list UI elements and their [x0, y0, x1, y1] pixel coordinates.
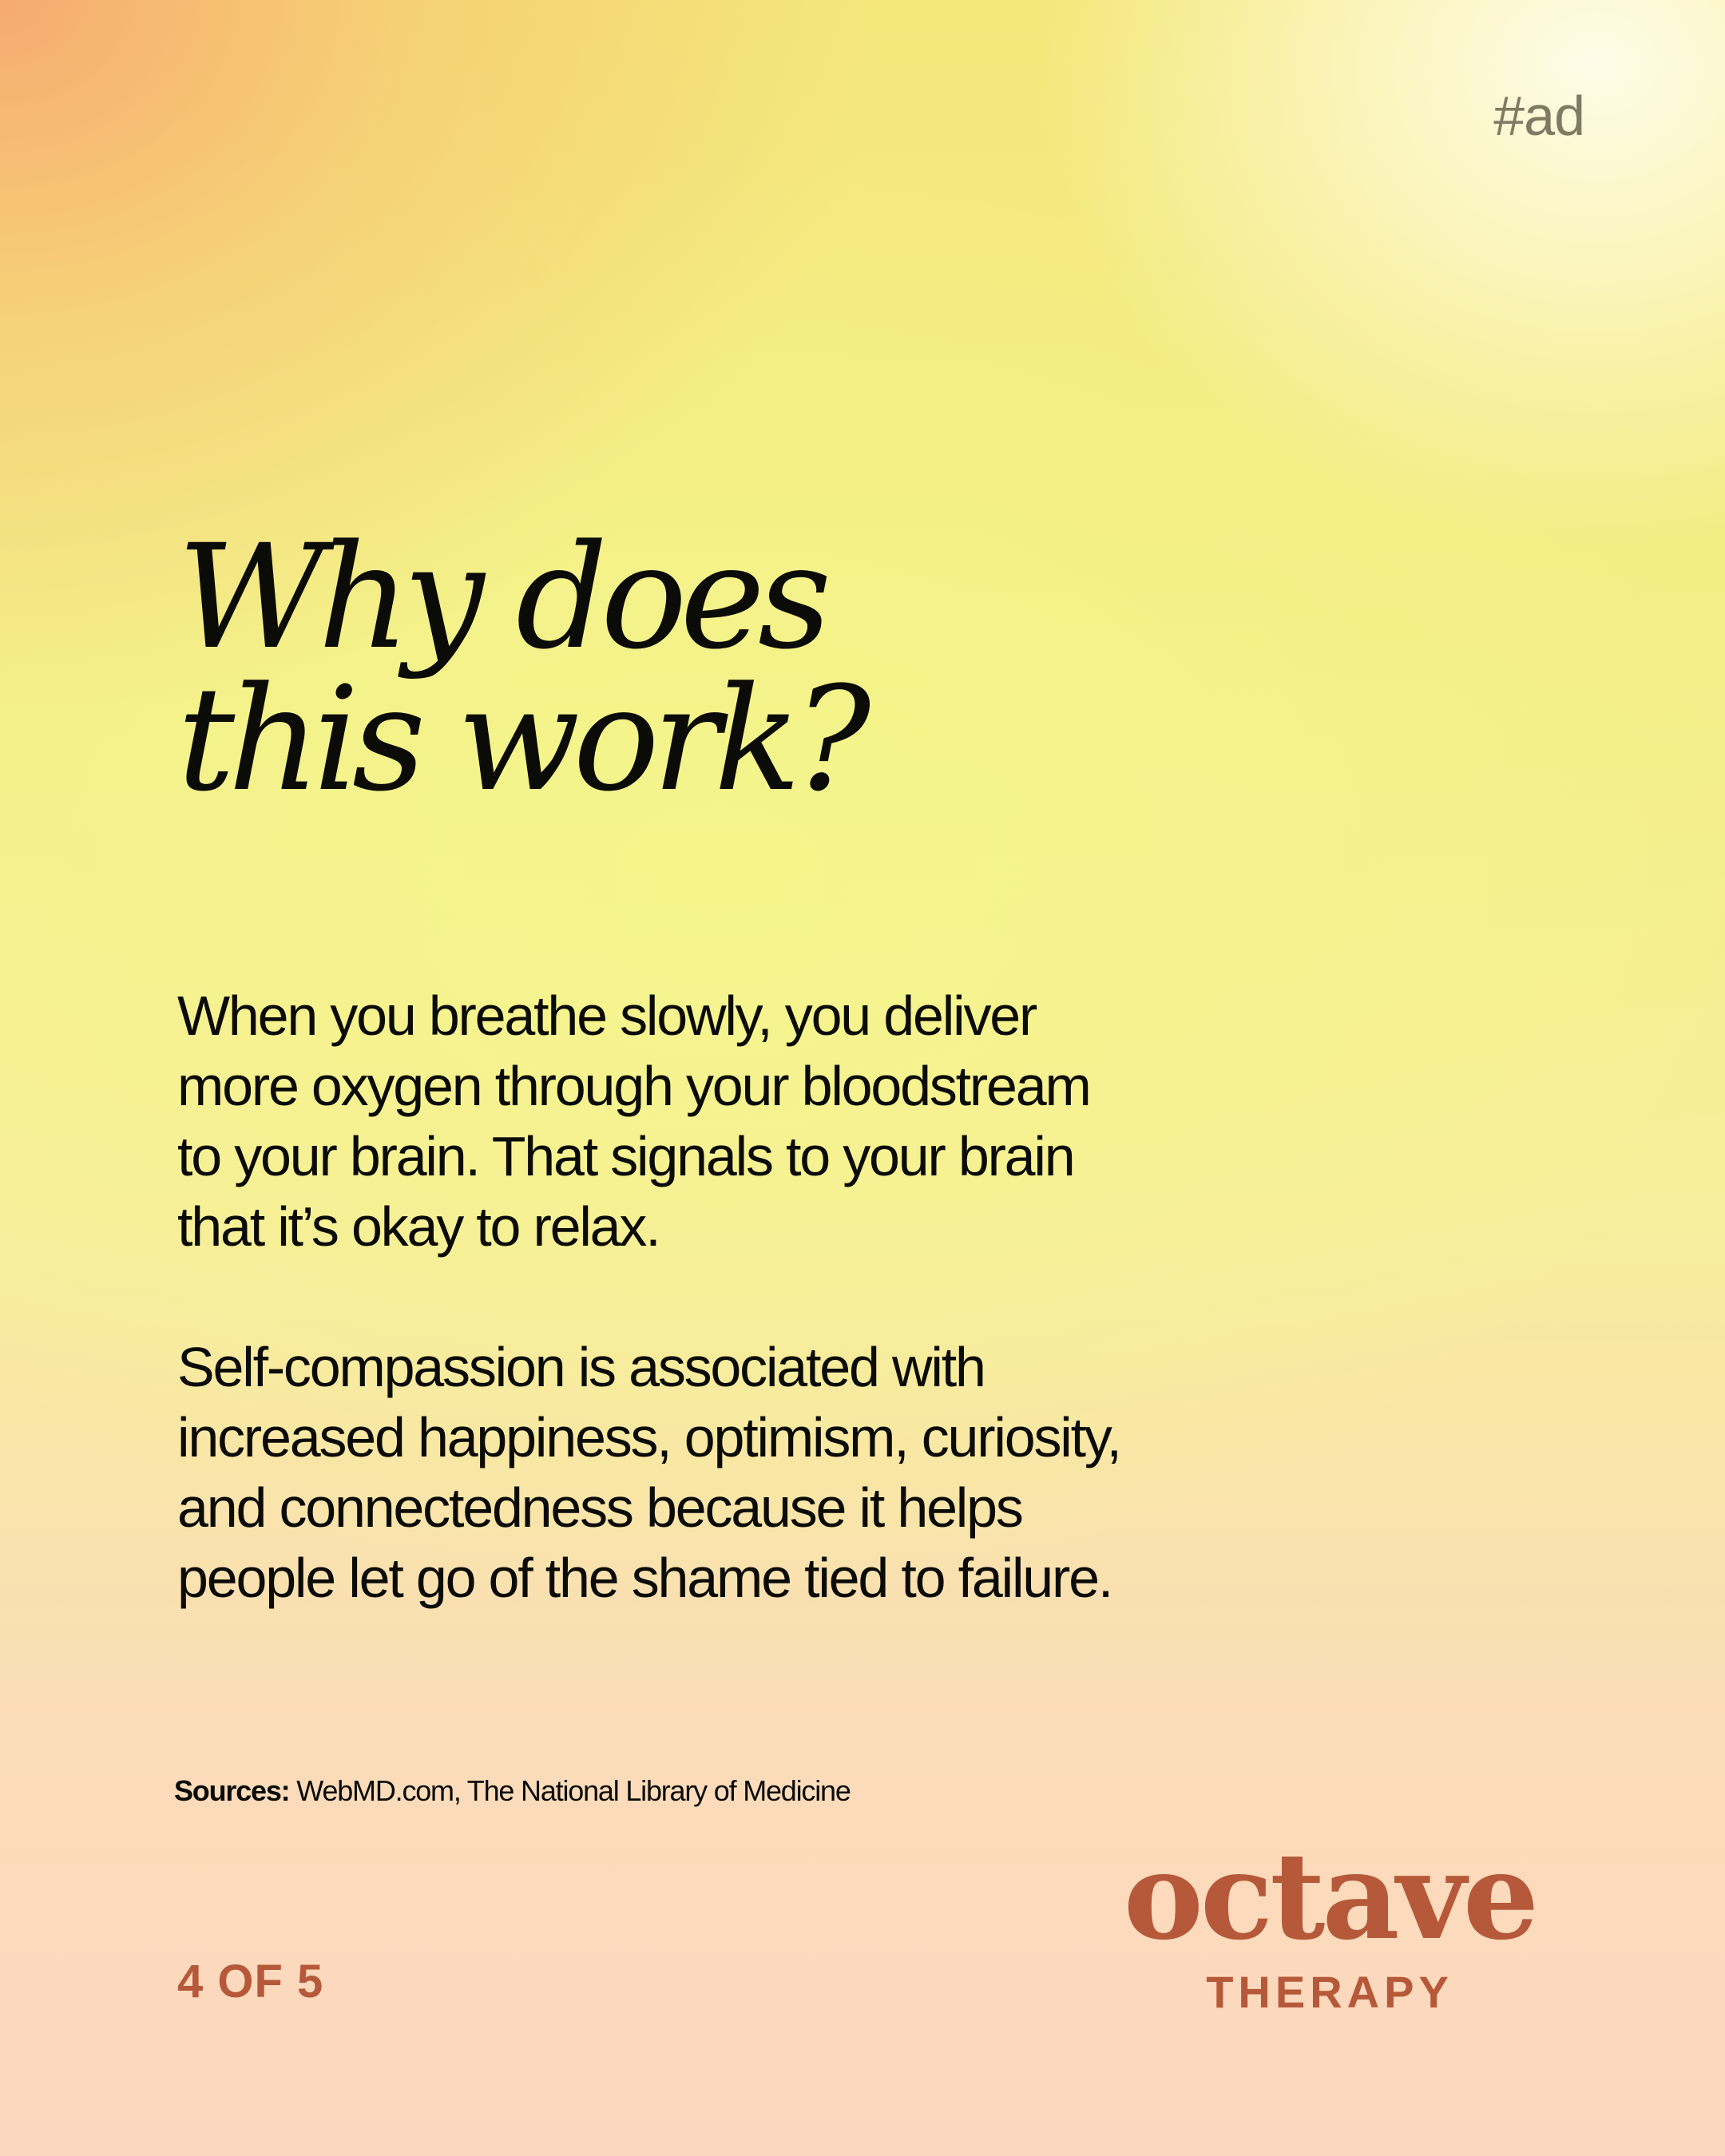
headline-line-2: this work?	[177, 656, 864, 823]
logo-subtitle: THERAPY	[1206, 1967, 1453, 2017]
body-line: to your brain. That signals to your brain	[177, 1125, 1074, 1187]
body-paragraph-self-compassion	[177, 1332, 1375, 1613]
body-paragraph-breathing	[177, 981, 1375, 1262]
body-line: that it’s okay to relax.	[177, 1195, 660, 1258]
body-line: more oxygen through your bloodstream	[177, 1055, 1090, 1117]
body-line: When you breathe slowly, you deliver	[177, 985, 1037, 1047]
sources-label: Sources:	[174, 1774, 290, 1807]
slide-pagination: 4 OF 5	[177, 1956, 324, 2007]
logo-wordmark: octave	[1123, 1826, 1537, 1967]
body-line: and connectedness because it helps	[177, 1476, 1022, 1539]
sources-text: WebMD.com, The National Library of Medicine	[296, 1774, 851, 1807]
headline-line-1: Why does	[177, 514, 825, 681]
ad-disclosure-tag: #ad	[1493, 85, 1584, 147]
octave-therapy-logo	[1114, 1826, 1545, 2018]
body-line: people let go of the shame tied to failure.	[177, 1547, 1112, 1609]
body-line: increased happiness, optimism, curiosity,	[177, 1406, 1120, 1468]
body-line: Self-compassion is associated with	[177, 1336, 985, 1398]
headline	[177, 514, 1295, 823]
sources-citation	[174, 1774, 851, 1808]
